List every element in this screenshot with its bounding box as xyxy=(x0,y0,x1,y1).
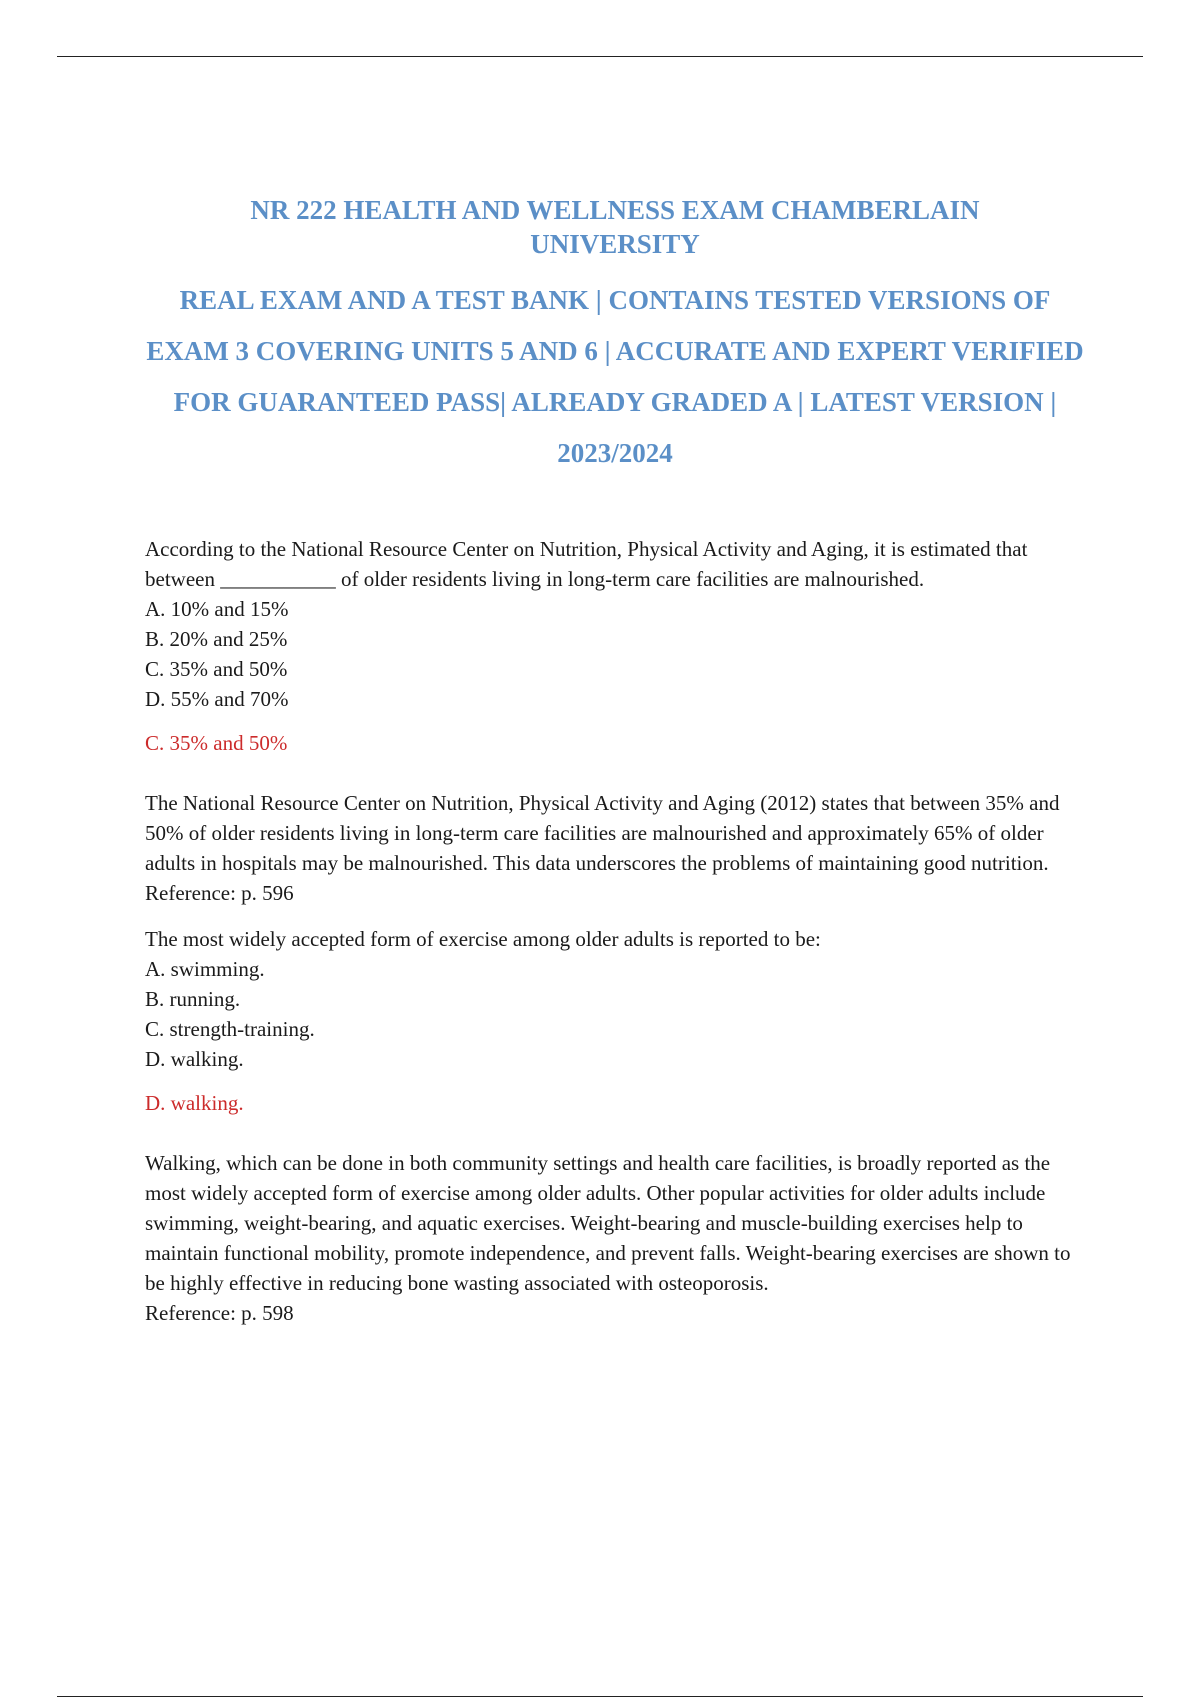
option-d: D. walking. xyxy=(145,1047,244,1071)
question-2 xyxy=(145,924,1085,1328)
correct-answer: D. walking. xyxy=(145,1091,244,1115)
reference: Reference: p. 598 xyxy=(145,1301,294,1325)
correct-answer: C. 35% and 50% xyxy=(145,731,288,755)
question-stem: According to the National Resource Center on Nutrition, Physical Activity and Aging, it is estimated that between ___________ of older residents living in long-term care facilities are malnourished. xyxy=(145,537,1028,591)
question-list xyxy=(145,534,1085,1328)
option-b: B. 20% and 25% xyxy=(145,627,288,651)
top-rule xyxy=(57,56,1143,57)
question-1 xyxy=(145,534,1085,908)
option-c: C. strength-training. xyxy=(145,1017,315,1041)
option-a: A. 10% and 15% xyxy=(145,597,289,621)
bottom-rule xyxy=(57,1696,1143,1697)
option-c: C. 35% and 50% xyxy=(145,657,288,681)
question-stem: The most widely accepted form of exercise among older adults is reported to be: xyxy=(145,927,821,951)
document-subtitle: REAL EXAM AND A TEST BANK | CONTAINS TESTED VERSIONS OF EXAM 3 COVERING UNITS 5 AND 6 | ACCURATE AND EXPERT VERIFIED FOR GUARANTEED PASS| ALREADY GRADED A | LATEST VERSION | 2023/2024 xyxy=(146,285,1084,468)
reference: Reference: p. 596 xyxy=(145,881,294,905)
document-title xyxy=(140,193,1090,479)
option-b: B. running. xyxy=(145,987,241,1011)
option-d: D. 55% and 70% xyxy=(145,687,289,711)
title-line-1: NR 222 HEALTH AND WELLNESS EXAM CHAMBERLAIN xyxy=(250,195,980,225)
rationale: Walking, which can be done in both community settings and health care facilities, is broadly reported as the most widely accepted form of exercise among older adults. Other popular activities for older adults include swimming, weight-bearing, and aquatic exercises. Weight-bearing and muscle-building exercises help to maintain functional mobility, promote independence, and prevent falls. Weight-bearing exercises are shown to be highly effective in reducing bone wasting associated with osteoporosis. xyxy=(145,1151,1071,1295)
option-a: A. swimming. xyxy=(145,957,265,981)
rationale: The National Resource Center on Nutrition, Physical Activity and Aging (2012) states that between 35% and 50% of older residents living in long-term care facilities are malnourished and approximately 65% of older adults in hospitals may be malnourished. This data underscores the problems of maintaining good nutrition. xyxy=(145,791,1060,875)
title-line-2: UNIVERSITY xyxy=(530,229,700,259)
